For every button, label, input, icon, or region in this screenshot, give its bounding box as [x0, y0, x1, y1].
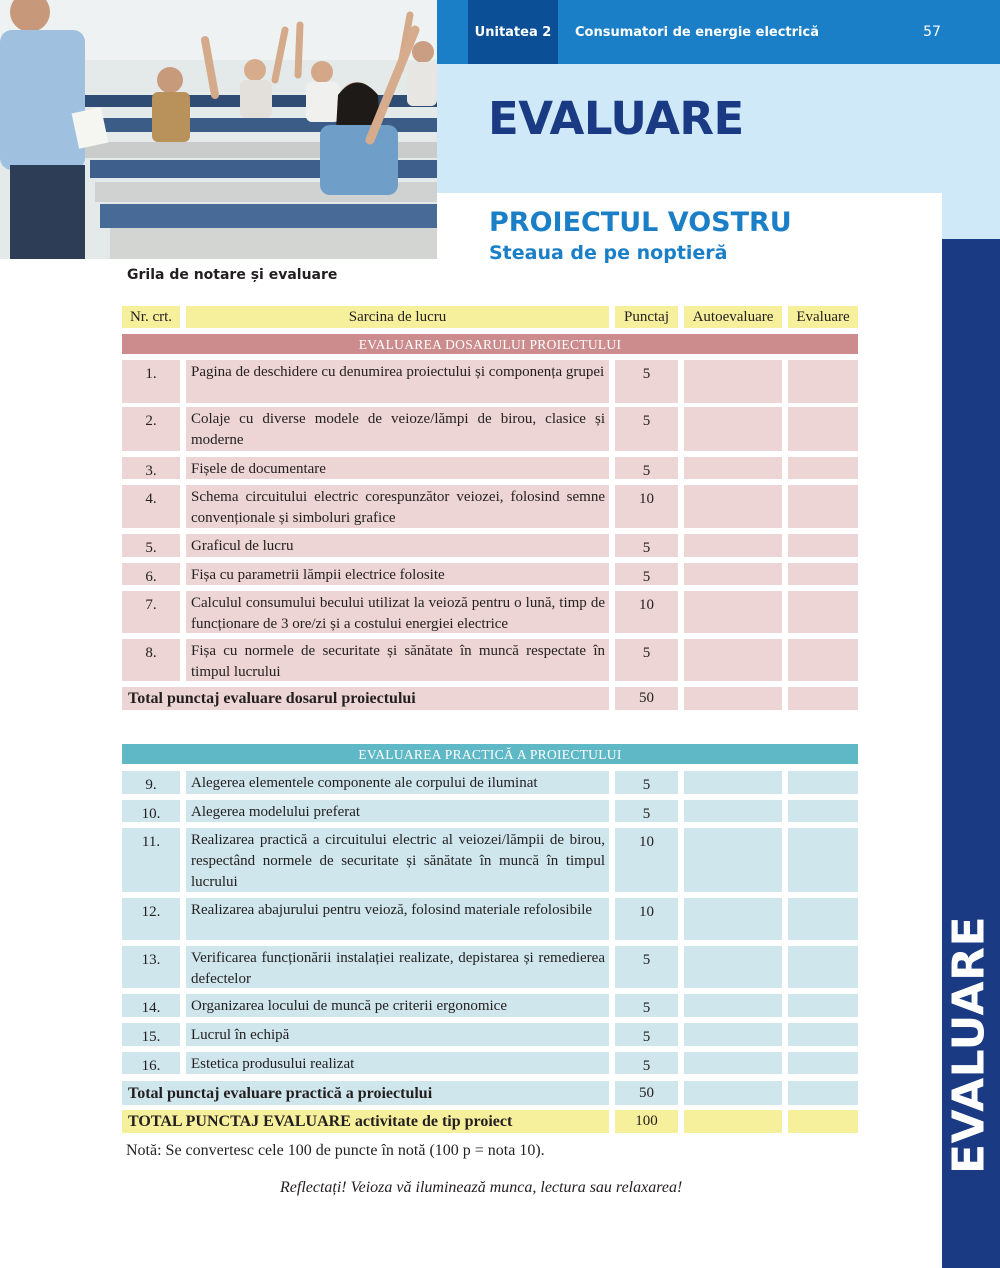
row-task: Organizarea locului de muncă pe criterii ergonomice: [186, 994, 609, 1017]
grid-title: Grila de notare și evaluare: [127, 267, 338, 283]
row-eval: [788, 591, 858, 633]
row-points: 5: [615, 946, 678, 988]
unit-title: Consumatori de energie electrică: [575, 24, 819, 40]
row-number: 3.: [122, 457, 180, 479]
row-eval: [788, 563, 858, 585]
row-number: 1.: [122, 360, 180, 403]
row-task: Alegerea elementele componente ale corpului de iluminat: [186, 771, 609, 794]
row-eval: [788, 485, 858, 528]
row-self-eval: [684, 591, 782, 633]
row-points: 5: [615, 800, 678, 822]
total-practica-label: Total punctaj evaluare practică a proiectului: [122, 1081, 609, 1105]
page-number: 57: [923, 24, 941, 40]
row-self-eval: [684, 457, 782, 479]
row-eval: [788, 534, 858, 557]
row-number: 5.: [122, 534, 180, 557]
row-task: Estetica produsului realizat: [186, 1052, 609, 1074]
row-self-eval: [684, 563, 782, 585]
note: Notă: Se convertesc cele 100 de puncte în notă (100 p = nota 10).: [126, 1142, 545, 1159]
row-self-eval: [684, 360, 782, 403]
row-task: Calculul consumului becului utilizat la veioză pentru o lună, timp de funcționare de 3 ore/zi și a costului energiei electrice: [186, 591, 609, 633]
row-points: 10: [615, 828, 678, 892]
row-number: 15.: [122, 1023, 180, 1046]
row-self-eval: [684, 407, 782, 451]
row-eval: [788, 828, 858, 892]
header-self: Autoevaluare: [684, 306, 782, 328]
row-self-eval: [684, 828, 782, 892]
row-eval: [788, 1052, 858, 1074]
row-number: 10.: [122, 800, 180, 822]
grand-total-label: TOTAL PUNCTAJ EVALUARE activitate de tip proiect: [122, 1110, 609, 1133]
row-self-eval: [684, 639, 782, 681]
row-task: Graficul de lucru: [186, 534, 609, 557]
row-task: Colaje cu diverse modele de veioze/lămpi de birou, clasice și moderne: [186, 407, 609, 451]
grand-total-self: [684, 1110, 782, 1133]
total-practica-eval: [788, 1081, 858, 1105]
row-number: 13.: [122, 946, 180, 988]
row-number: 14.: [122, 994, 180, 1017]
row-points: 5: [615, 1052, 678, 1074]
row-points: 10: [615, 591, 678, 633]
row-self-eval: [684, 1052, 782, 1074]
row-points: 5: [615, 457, 678, 479]
row-eval: [788, 771, 858, 794]
header-task: Sarcina de lucru: [186, 306, 609, 328]
row-number: 12.: [122, 898, 180, 940]
row-points: 5: [615, 360, 678, 403]
row-task: Fișa cu parametrii lămpii electrice folosite: [186, 563, 609, 585]
total-practica-self: [684, 1081, 782, 1105]
classroom-photo-drawing: [0, 0, 437, 259]
row-number: 8.: [122, 639, 180, 681]
project-title: PROIECTUL VOSTRU: [489, 207, 792, 238]
total-dosar-points: 50: [615, 687, 678, 710]
row-points: 5: [615, 407, 678, 451]
row-eval: [788, 407, 858, 451]
row-number: 7.: [122, 591, 180, 633]
page-title: EVALUARE: [488, 92, 744, 145]
row-points: 5: [615, 994, 678, 1017]
row-points: 10: [615, 485, 678, 528]
row-task: Alegerea modelului preferat: [186, 800, 609, 822]
row-task: Fișele de documentare: [186, 457, 609, 479]
row-self-eval: [684, 1023, 782, 1046]
row-eval: [788, 898, 858, 940]
row-self-eval: [684, 994, 782, 1017]
row-self-eval: [684, 485, 782, 528]
row-task: Fișa cu normele de securitate și sănătate în muncă respectate în timpul lucrului: [186, 639, 609, 681]
row-task: Lucrul în echipă: [186, 1023, 609, 1046]
reflection: Reflectați! Veioza vă iluminează munca, lectura sau relaxarea!: [280, 1179, 683, 1196]
row-number: 2.: [122, 407, 180, 451]
row-self-eval: [684, 946, 782, 988]
row-number: 11.: [122, 828, 180, 892]
row-points: 5: [615, 1023, 678, 1046]
header-eval: Evaluare: [788, 306, 858, 328]
row-number: 9.: [122, 771, 180, 794]
row-number: 4.: [122, 485, 180, 528]
unit-label: Unitatea 2: [468, 0, 558, 64]
total-dosar-eval: [788, 687, 858, 710]
row-task: Verificarea funcționării instalației realizate, depistarea și remedierea defectelor: [186, 946, 609, 988]
section-title-practica: EVALUAREA PRACTICĂ A PROIECTULUI: [122, 744, 858, 764]
project-subtitle: Steaua de pe noptieră: [489, 242, 728, 264]
row-self-eval: [684, 898, 782, 940]
header-nr: Nr. crt.: [122, 306, 180, 328]
section-title-dosar: EVALUAREA DOSARULUI PROIECTULUI: [122, 334, 858, 354]
total-dosar-label: Total punctaj evaluare dosarul proiectului: [122, 687, 609, 710]
row-points: 5: [615, 563, 678, 585]
row-points: 10: [615, 898, 678, 940]
row-points: 5: [615, 771, 678, 794]
grand-total-eval: [788, 1110, 858, 1133]
row-task: Pagina de deschidere cu denumirea proiectului și componența grupei: [186, 360, 609, 403]
classroom-photo: [0, 0, 437, 259]
total-dosar-self: [684, 687, 782, 710]
row-task: Schema circuitului electric corespunzător veiozei, folosind semne convenționale și simboluri grafice: [186, 485, 609, 528]
grand-total-points: 100: [615, 1110, 678, 1133]
total-practica-points: 50: [615, 1081, 678, 1105]
row-self-eval: [684, 771, 782, 794]
header-points: Punctaj: [615, 306, 678, 328]
row-eval: [788, 994, 858, 1017]
row-number: 16.: [122, 1052, 180, 1074]
row-task: Realizarea abajurului pentru veioză, folosind materiale refolosibile: [186, 898, 609, 940]
row-eval: [788, 946, 858, 988]
row-eval: [788, 457, 858, 479]
row-number: 6.: [122, 563, 180, 585]
row-eval: [788, 1023, 858, 1046]
side-label: EVALUARE: [943, 915, 995, 1175]
row-self-eval: [684, 534, 782, 557]
row-eval: [788, 360, 858, 403]
row-eval: [788, 800, 858, 822]
row-task: Realizarea practică a circuitului electric al veiozei/lămpii de birou, respectând normele de securitate și sănătate în muncă în timpul lucrului: [186, 828, 609, 892]
row-eval: [788, 639, 858, 681]
row-points: 5: [615, 639, 678, 681]
row-self-eval: [684, 800, 782, 822]
row-points: 5: [615, 534, 678, 557]
